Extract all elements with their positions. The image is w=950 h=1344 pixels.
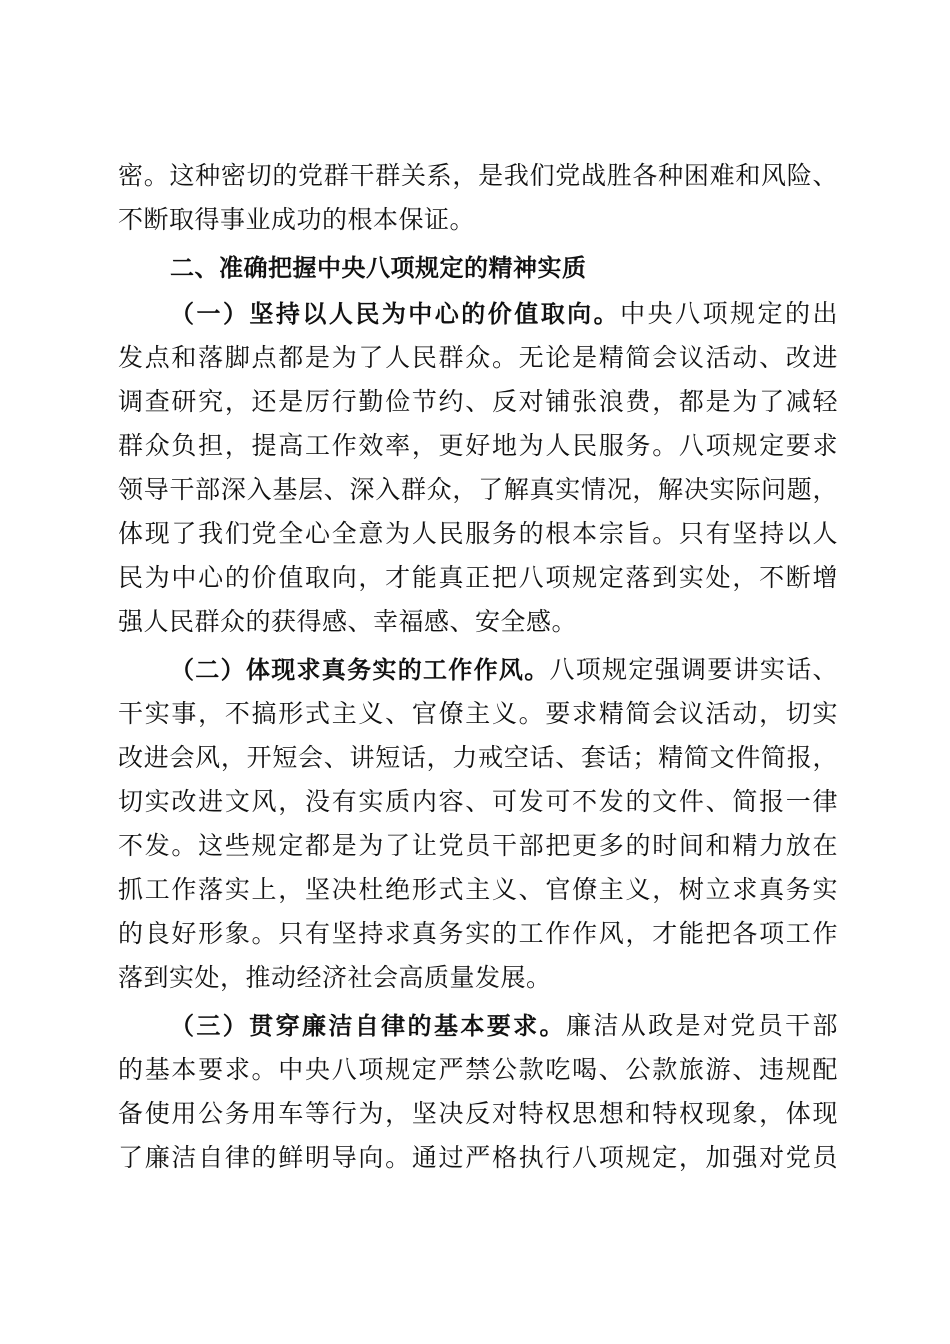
paragraph-line: 干实事，不搞形式主义、官僚主义。要求精简会议活动，切实 <box>118 699 838 728</box>
paragraph-line: 备使用公务用车等行为，坚决反对特权思想和特权现象，体现 <box>118 1099 838 1128</box>
paragraph-line: 改进会风，开短会、讲短话，力戒空话、套话；精简文件简报， <box>118 743 838 772</box>
paragraph-line: 领导干部深入基层、深入群众，了解真实情况，解决实际问题， <box>118 475 838 504</box>
subsection-1-text: 中央八项规定的出 <box>620 299 838 328</box>
paragraph-line: 体现了我们党全心全意为人民服务的根本宗旨。只有坚持以人 <box>118 519 838 548</box>
section-heading: 二、准确把握中央八项规定的精神实质 <box>170 254 587 282</box>
paragraph-line: 群众负担，提高工作效率，更好地为人民服务。八项规定要求 <box>118 431 838 460</box>
subsection-3-first-line <box>170 1004 838 1048</box>
intro-paragraph-line: 不断取得事业成功的根本保证。 <box>118 205 476 234</box>
subsection-3-text: 廉洁从政是对党员干部 <box>565 1011 838 1040</box>
paragraph-line: 的基本要求。中央八项规定严禁公款吃喝、公款旅游、违规配 <box>118 1055 838 1084</box>
paragraph-line: 的良好形象。只有坚持求真务实的工作作风，才能把各项工作 <box>118 919 838 948</box>
paragraph-line: 调查研究，还是厉行勤俭节约、反对铺张浪费，都是为了减轻 <box>118 387 838 416</box>
paragraph-line: 抓工作落实上，坚决杜绝形式主义、官僚主义，树立求真务实 <box>118 875 838 904</box>
paragraph-line: 民为中心的价值取向，才能真正把八项规定落到实处，不断增 <box>118 563 838 592</box>
paragraph-line: 了廉洁自律的鲜明导向。通过严格执行八项规定，加强对党员 <box>118 1143 838 1172</box>
paragraph-line: 切实改进文风，没有实质内容、可发可不发的文件、简报一律 <box>118 787 838 816</box>
paragraph-line: 强人民群众的获得感、幸福感、安全感。 <box>118 607 578 636</box>
subsection-2-first-line <box>170 648 838 692</box>
paragraph-line: 不发。这些规定都是为了让党员干部把更多的时间和精力放在 <box>118 831 838 860</box>
subsection-1-first-line <box>170 292 838 336</box>
subsection-2-text: 八项规定强调要讲实话、 <box>549 655 838 684</box>
subsection-3-title: （三）贯穿廉洁自律的基本要求。 <box>170 1012 566 1040</box>
paragraph-line: 发点和落脚点都是为了人民群众。无论是精简会议活动、改进 <box>118 343 838 372</box>
subsection-1-title: （一）坚持以人民为中心的价值取向。 <box>170 300 621 328</box>
intro-paragraph-line: 密。这种密切的党群干群关系，是我们党战胜各种困难和风险、 <box>118 161 838 190</box>
paragraph-line: 落到实处，推动经济社会高质量发展。 <box>118 963 552 992</box>
subsection-2-title: （二）体现求真务实的工作作风。 <box>170 656 550 684</box>
